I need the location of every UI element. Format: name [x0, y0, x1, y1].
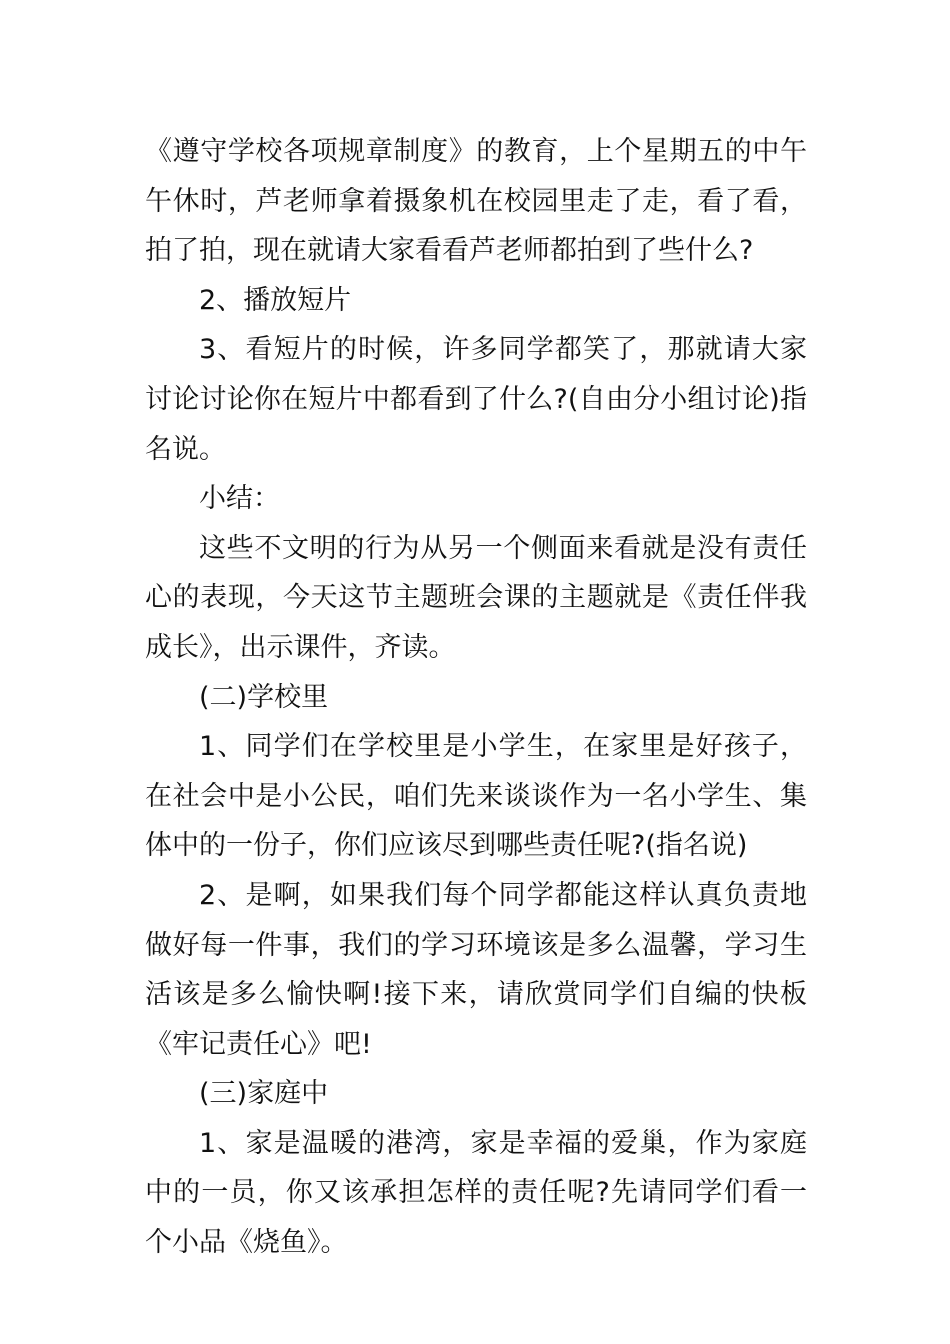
document-body [145, 127, 807, 1268]
paragraph-summary-heading: 小结： [199, 483, 280, 515]
paragraph-discussion: 3、看短片的时候，许多同学都笑了，那就请大家讨论讨论你在短片中都看到了什么?(自由分小组讨论)指名说。 [145, 334, 807, 465]
paragraph-summary: 这些不文明的行为从另一个侧面来看就是没有责任心的表现，今天这节主题班会课的主题就是《责任伴我成长》，出示课件，齐读。 [145, 532, 807, 663]
section-heading-school: (二)学校里 [199, 681, 329, 713]
section-heading-family: (三)家庭中 [199, 1078, 329, 1110]
paragraph-continuation: 《遵守学校各项规章制度》的教育，上个星期五的中午午休时，芦老师拿着摄象机在校园里走了走，看了看，拍了拍，现在就请大家看看芦老师都拍到了些什么? [145, 136, 807, 267]
paragraph-school-responsibility: 1、同学们在学校里是小学生，在家里是好孩子，在社会中是小公民，咱们先来谈谈作为一名小学生、集体中的一份子，你们应该尽到哪些责任呢?(指名说) [145, 731, 807, 862]
paragraph-play-clip: 2、播放短片 [199, 284, 352, 316]
paragraph-family-responsibility: 1、家是温暖的港湾，家是幸福的爱巢，作为家庭中的一员，你又该承担怎样的责任呢?先请同学们看一个小品《烧鱼》。 [145, 1127, 807, 1259]
paragraph-kuaiban: 2、是啊，如果我们每个同学都能这样认真负责地做好每一件事，我们的学习环境该是多么温馨，学习生活该是多么愉快啊!接下来，请欣赏同学们自编的快板《牢记责任心》吧! [145, 879, 807, 1060]
